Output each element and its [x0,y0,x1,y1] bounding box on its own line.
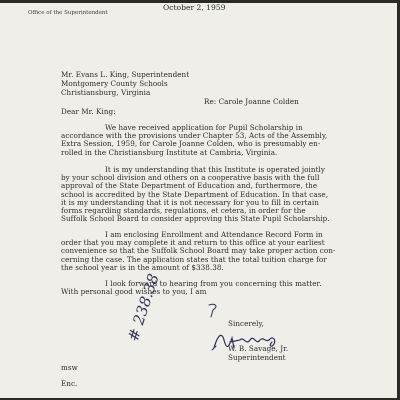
recipient-line: Christiansburg, Virginia [61,88,151,97]
handwritten-amount: # 238.38 [124,271,163,344]
handwritten-mark [206,302,222,320]
paragraph-line: accordance with the provisions under Chapter 53, Acts of the Assembly, [61,131,328,141]
paragraph-1 [61,124,327,157]
typist-initials: msw [61,363,78,372]
paragraph-line: rolled in the Christiansburg Institute at Cambria, Virginia. [61,147,278,157]
paragraph-line: With personal good wishes to you, I am [61,287,207,297]
paragraph-line: approval of the State Department of Education and, furthermore, the [61,181,318,191]
paragraph-line: forms regarding standards, regulations, et cetera, in order for the [61,206,306,216]
paragraph-line: order that you may complete it and return to this office at your earliest [61,238,325,248]
paragraph-line: by your school division and others on a cooperative basis with the full [61,173,320,183]
paragraph-line: I look forward to hearing from you concerning this matter. [105,279,322,288]
paragraph-line: It is my understanding that this Institute is operated jointly [105,165,325,174]
recipient-line: Montgomery County Schools [61,79,168,88]
paragraph-4 [61,280,322,296]
paragraph-line: it is my understanding that it is not necessary for you to fill in certain [61,197,319,207]
paragraph-line: cerning the case. The application states that the total tuition charge for [61,254,327,264]
signature-name: W. B. Savage, Jr. [228,344,289,353]
paragraph-line: I am enclosing Enrollment and Attendance Record Form in [105,230,323,239]
recipient-line: Mr. Evans L. King, Superintendent [61,70,190,79]
reference-line: Re: Carole Joanne Colden [204,97,299,106]
letter-date: October 2, 1959 [163,3,226,12]
paragraph-2 [61,166,330,223]
paragraph-line: convenience so that the Suffolk School Board may take proper action con- [61,246,336,256]
paragraph-line: school is accredited by the State Department of Education. In that case, [61,189,329,199]
letterhead-office: Office of the Superintendent [28,10,108,16]
paragraph-line: Suffolk School Board to consider approving this State Pupil Scholarship. [61,214,330,224]
paragraph-line: the school year is in the amount of $338.38. [61,262,224,272]
enclosure-note: Enc. [61,379,78,388]
closing: Sincerely, [228,319,265,328]
paragraph-line: We have received application for Pupil Scholarship in [105,123,303,132]
signature-title: Superintendent [228,353,286,362]
salutation: Dear Mr. King: [61,107,116,116]
paragraph-3 [61,231,335,272]
paragraph-line: Extra Session, 1959, for Carole Joanne Colden, who is presumably en- [61,139,321,149]
